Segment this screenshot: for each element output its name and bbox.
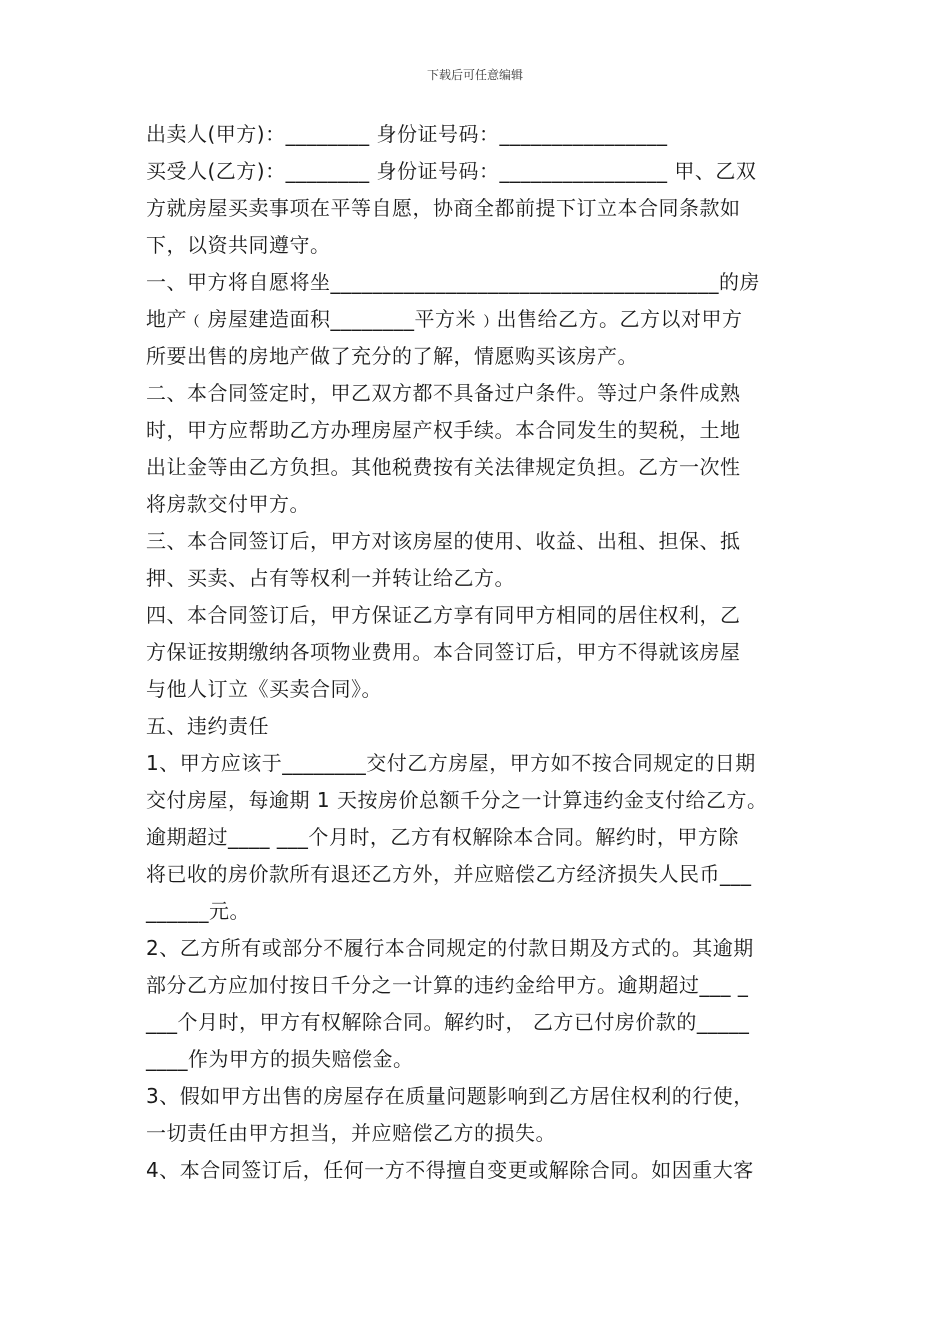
contract-line: 出卖人(甲方)：________ 身份证号码：________________ [146, 122, 668, 146]
contract-line: 将已收的房价款所有退还乙方外，并应赔偿乙方经济损失人民币___ [146, 862, 752, 886]
contract-line: 四、本合同签订后，甲方保证乙方享有同甲方相同的居住权利，乙 [146, 603, 741, 627]
contract-body [146, 116, 816, 1189]
contract-line: 二、本合同签定时，甲乙双方都不具备过户条件。等过户条件成熟 [146, 381, 741, 405]
contract-line: 交付房屋，每逾期 1 天按房价总额千分之一计算违约金支付给乙方。 [146, 788, 768, 812]
contract-line: 逾期超过____ ___个月时，乙方有权解除本合同。解约时，甲方除 [146, 825, 739, 849]
page-header-note: 下载后可任意编辑 [426, 68, 523, 82]
contract-line: 将房款交付甲方。 [146, 492, 310, 516]
contract-line: ______元。 [146, 899, 250, 923]
contract-line: 地产﹙房屋建造面积________平方米﹚出售给乙方。乙方以对甲方 [146, 307, 743, 331]
contract-line: 部分乙方应加付按日千分之一计算的违约金给甲方。逾期超过___ _ [146, 973, 749, 997]
contract-line: 方保证按期缴纳各项物业费用。本合同签订后，甲方不得就该房屋 [146, 640, 741, 664]
contract-line: 三、本合同签订后，甲方对该房屋的使用、收益、出租、担保、抵 [146, 529, 741, 553]
contract-line: 与他人订立《买卖合同》。 [146, 677, 382, 701]
contract-line: 所要出售的房地产做了充分的了解，情愿购买该房产。 [146, 344, 638, 368]
contract-line: 押、买卖、占有等权利一并转让给乙方。 [146, 566, 515, 590]
contract-line: 方就房屋买卖事项在平等自愿，协商全都前提下订立本合同条款如 [146, 196, 741, 220]
contract-line: ___个月时，甲方有权解除合同。解约时， 乙方已付房价款的_____ [146, 1010, 750, 1034]
contract-line: 1、甲方应该于________交付乙方房屋，甲方如不按合同规定的日期 [146, 751, 756, 775]
contract-line: 买受人(乙方)：________ 身份证号码：________________ 甲、乙双 [146, 159, 757, 183]
contract-line: 五、违约责任 [146, 714, 269, 738]
contract-line: 一、甲方将自愿将坐_____________________________________的房 [146, 270, 760, 294]
contract-line: 时，甲方应帮助乙方办理房屋产权手续。本合同发生的契税，土地 [146, 418, 741, 442]
contract-line: ____作为甲方的损失赔偿金。 [146, 1047, 414, 1071]
contract-line: 4、本合同签订后，任何一方不得擅自变更或解除合同。如因重大客 [146, 1158, 754, 1182]
contract-line: 一切责任由甲方担当，并应赔偿乙方的损失。 [146, 1121, 556, 1145]
contract-line: 3、假如甲方出售的房屋存在质量问题影响到乙方居住权利的行使， [146, 1084, 754, 1108]
contract-line: 2、乙方所有或部分不履行本合同规定的付款日期及方式的。其逾期 [146, 936, 754, 960]
contract-line: 下，以资共同遵守。 [146, 233, 331, 257]
contract-line: 出让金等由乙方负担。其他税费按有关法律规定负担。乙方一次性 [146, 455, 741, 479]
